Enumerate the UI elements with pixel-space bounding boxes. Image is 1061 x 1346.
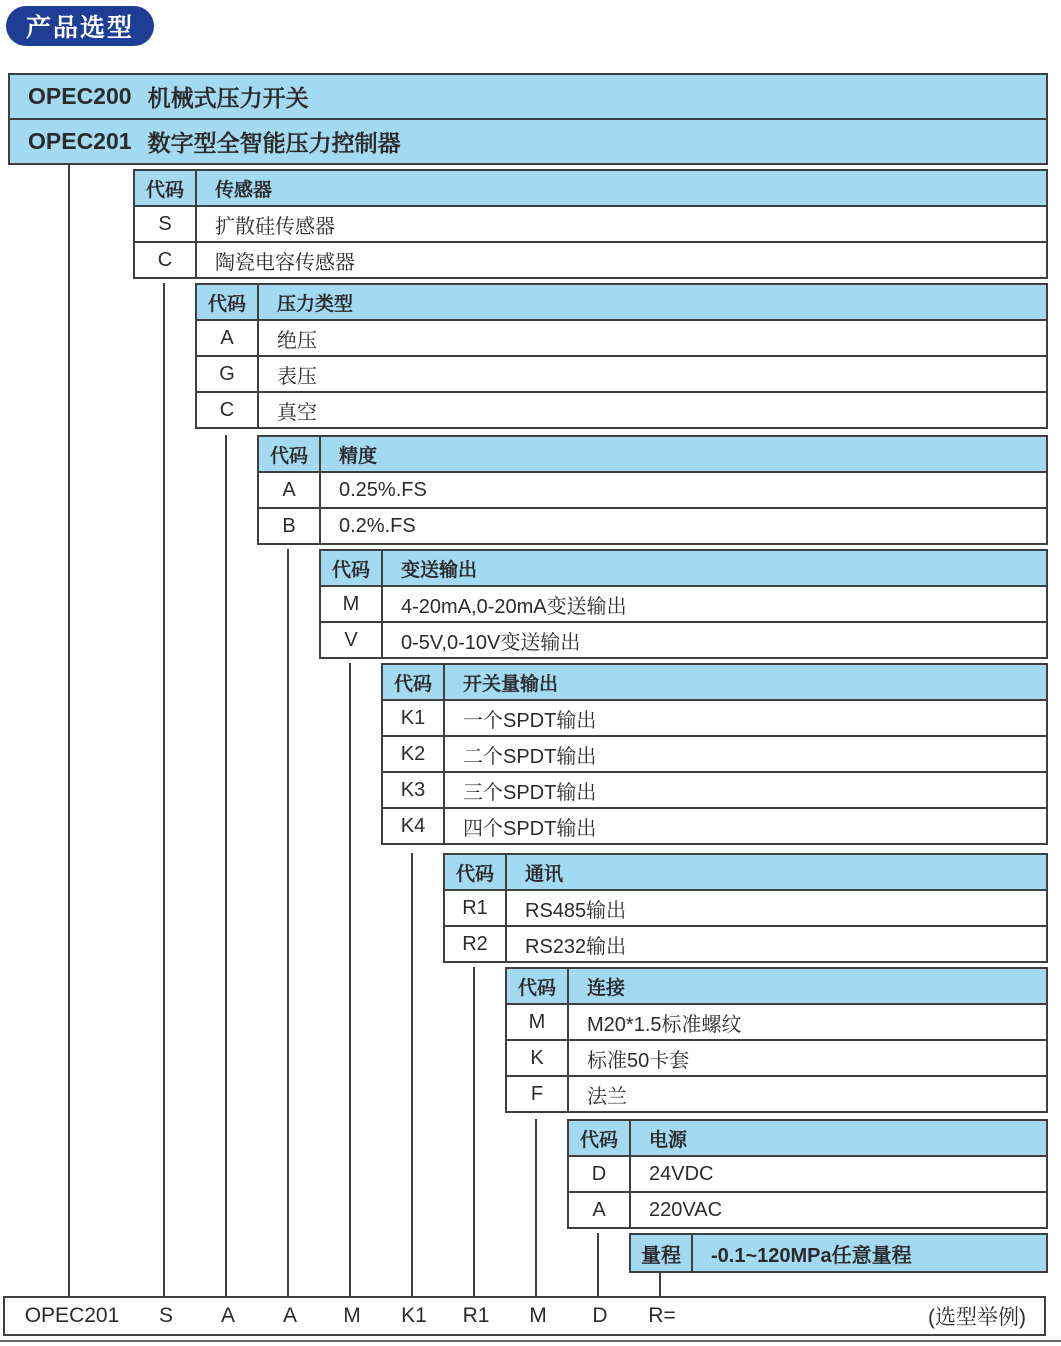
value-cell: 陶瓷电容传感器 <box>215 251 355 274</box>
value-cell: 真空 <box>277 401 317 424</box>
code-cell: K <box>507 1041 569 1075</box>
code-header-cell: 代码 <box>507 969 569 1003</box>
code-cell: B <box>259 509 321 543</box>
code-cell: F <box>507 1077 569 1111</box>
value-cell: 绝压 <box>277 329 317 352</box>
section-title-cell: 开关量输出 <box>463 673 559 695</box>
code-cell: C <box>197 393 259 427</box>
section-title-cell: 传感器 <box>215 179 273 201</box>
code-header-cell: 代码 <box>197 285 259 319</box>
code-header-cell: 代码 <box>383 665 445 699</box>
value-cell: 法兰 <box>587 1085 627 1108</box>
product-row-opec200 <box>8 73 1048 120</box>
code-cell: K3 <box>383 773 445 807</box>
value-cell: 一个SPDT输出 <box>463 709 597 732</box>
section-power <box>567 1119 1048 1229</box>
section-pressure-type <box>195 283 1048 429</box>
section-switch-output <box>381 663 1048 845</box>
connector-line-range <box>659 1273 661 1298</box>
example-code: D <box>592 1304 608 1327</box>
example-code: K1 <box>401 1304 427 1327</box>
value-cell: 二个SPDT输出 <box>463 745 597 768</box>
section-transmit-output <box>319 549 1048 659</box>
code-cell: S <box>135 207 197 241</box>
range-row <box>629 1233 1048 1273</box>
code-cell: K2 <box>383 737 445 771</box>
connector-line-transmit-output <box>349 663 351 1298</box>
connector-line-communication <box>473 967 475 1298</box>
example-code: A <box>220 1304 236 1327</box>
example-code: A <box>282 1304 298 1327</box>
connector-line-connection <box>535 1119 537 1298</box>
section-accuracy <box>257 435 1048 545</box>
example-row <box>3 1296 1046 1336</box>
section-title-cell: 变送输出 <box>401 559 478 581</box>
value-cell: 0-5V,0-10V变送输出 <box>401 631 581 654</box>
value-cell: 扩散硅传感器 <box>215 215 335 238</box>
range-value-cell: -0.1~120MPa任意量程 <box>711 1244 912 1267</box>
product-row-opec201 <box>8 118 1048 165</box>
example-code: S <box>158 1304 174 1327</box>
value-cell: M20*1.5标准螺纹 <box>587 1013 742 1036</box>
connector-line-sensor <box>163 283 165 1298</box>
code-header-cell: 代码 <box>259 437 321 471</box>
example-code: M <box>529 1304 547 1327</box>
connector-line-accuracy <box>287 549 289 1298</box>
example-code: M <box>343 1304 361 1327</box>
code-header-cell: 代码 <box>135 171 197 205</box>
page-bottom-divider <box>0 1340 1061 1342</box>
code-cell: A <box>569 1193 631 1227</box>
code-cell: K4 <box>383 809 445 843</box>
section-title-cell: 通讯 <box>525 863 564 885</box>
value-cell: 4-20mA,0-20mA变送输出 <box>401 595 627 618</box>
product-name: 机械式压力开关 <box>147 85 309 111</box>
section-title-cell: 压力类型 <box>277 293 354 315</box>
example-model: OPEC201 <box>24 1304 120 1327</box>
code-cell: K1 <box>383 701 445 735</box>
example-code: R1 <box>462 1304 490 1327</box>
value-cell: 0.25%.FS <box>339 478 427 501</box>
title-badge: 产品选型 <box>6 6 154 46</box>
connector-line-power <box>597 1233 599 1298</box>
code-cell: R2 <box>445 927 507 961</box>
code-header-cell: 代码 <box>445 855 507 889</box>
section-title-cell: 精度 <box>339 445 378 467</box>
code-header-cell: 代码 <box>569 1121 631 1155</box>
example-code: R= <box>648 1304 676 1327</box>
value-cell: 表压 <box>277 365 317 388</box>
section-sensor <box>133 169 1048 279</box>
code-header-cell: 代码 <box>321 551 383 585</box>
code-cell: V <box>321 623 383 657</box>
value-cell: 标准50卡套 <box>587 1049 690 1072</box>
value-cell: RS485输出 <box>525 899 627 922</box>
product-name: 数字型全智能压力控制器 <box>147 130 401 156</box>
code-cell: M <box>321 587 383 621</box>
connector-line-switch-output <box>411 853 413 1298</box>
section-title-cell: 电源 <box>649 1129 688 1151</box>
value-cell: 三个SPDT输出 <box>463 781 597 804</box>
code-cell: M <box>507 1005 569 1039</box>
product-model: OPEC200 <box>28 83 132 109</box>
value-cell: 四个SPDT输出 <box>463 817 597 840</box>
value-cell: 24VDC <box>649 1162 714 1185</box>
code-cell: R1 <box>445 891 507 925</box>
section-communication <box>443 853 1048 963</box>
connector-line-pressure-type <box>225 435 227 1298</box>
code-cell: A <box>259 473 321 507</box>
section-title-cell: 连接 <box>587 977 626 999</box>
value-cell: 220VAC <box>649 1198 723 1221</box>
product-model: OPEC201 <box>28 128 132 154</box>
code-cell: A <box>197 321 259 355</box>
connector-line-model <box>68 165 70 1298</box>
code-cell: D <box>569 1157 631 1191</box>
value-cell: RS232输出 <box>525 935 627 958</box>
range-label-cell: 量程 <box>631 1235 693 1271</box>
code-cell: C <box>135 243 197 277</box>
value-cell: 0.2%.FS <box>339 514 416 537</box>
example-note: (选型举例) <box>928 1306 1026 1329</box>
section-connection <box>505 967 1048 1113</box>
code-cell: G <box>197 357 259 391</box>
